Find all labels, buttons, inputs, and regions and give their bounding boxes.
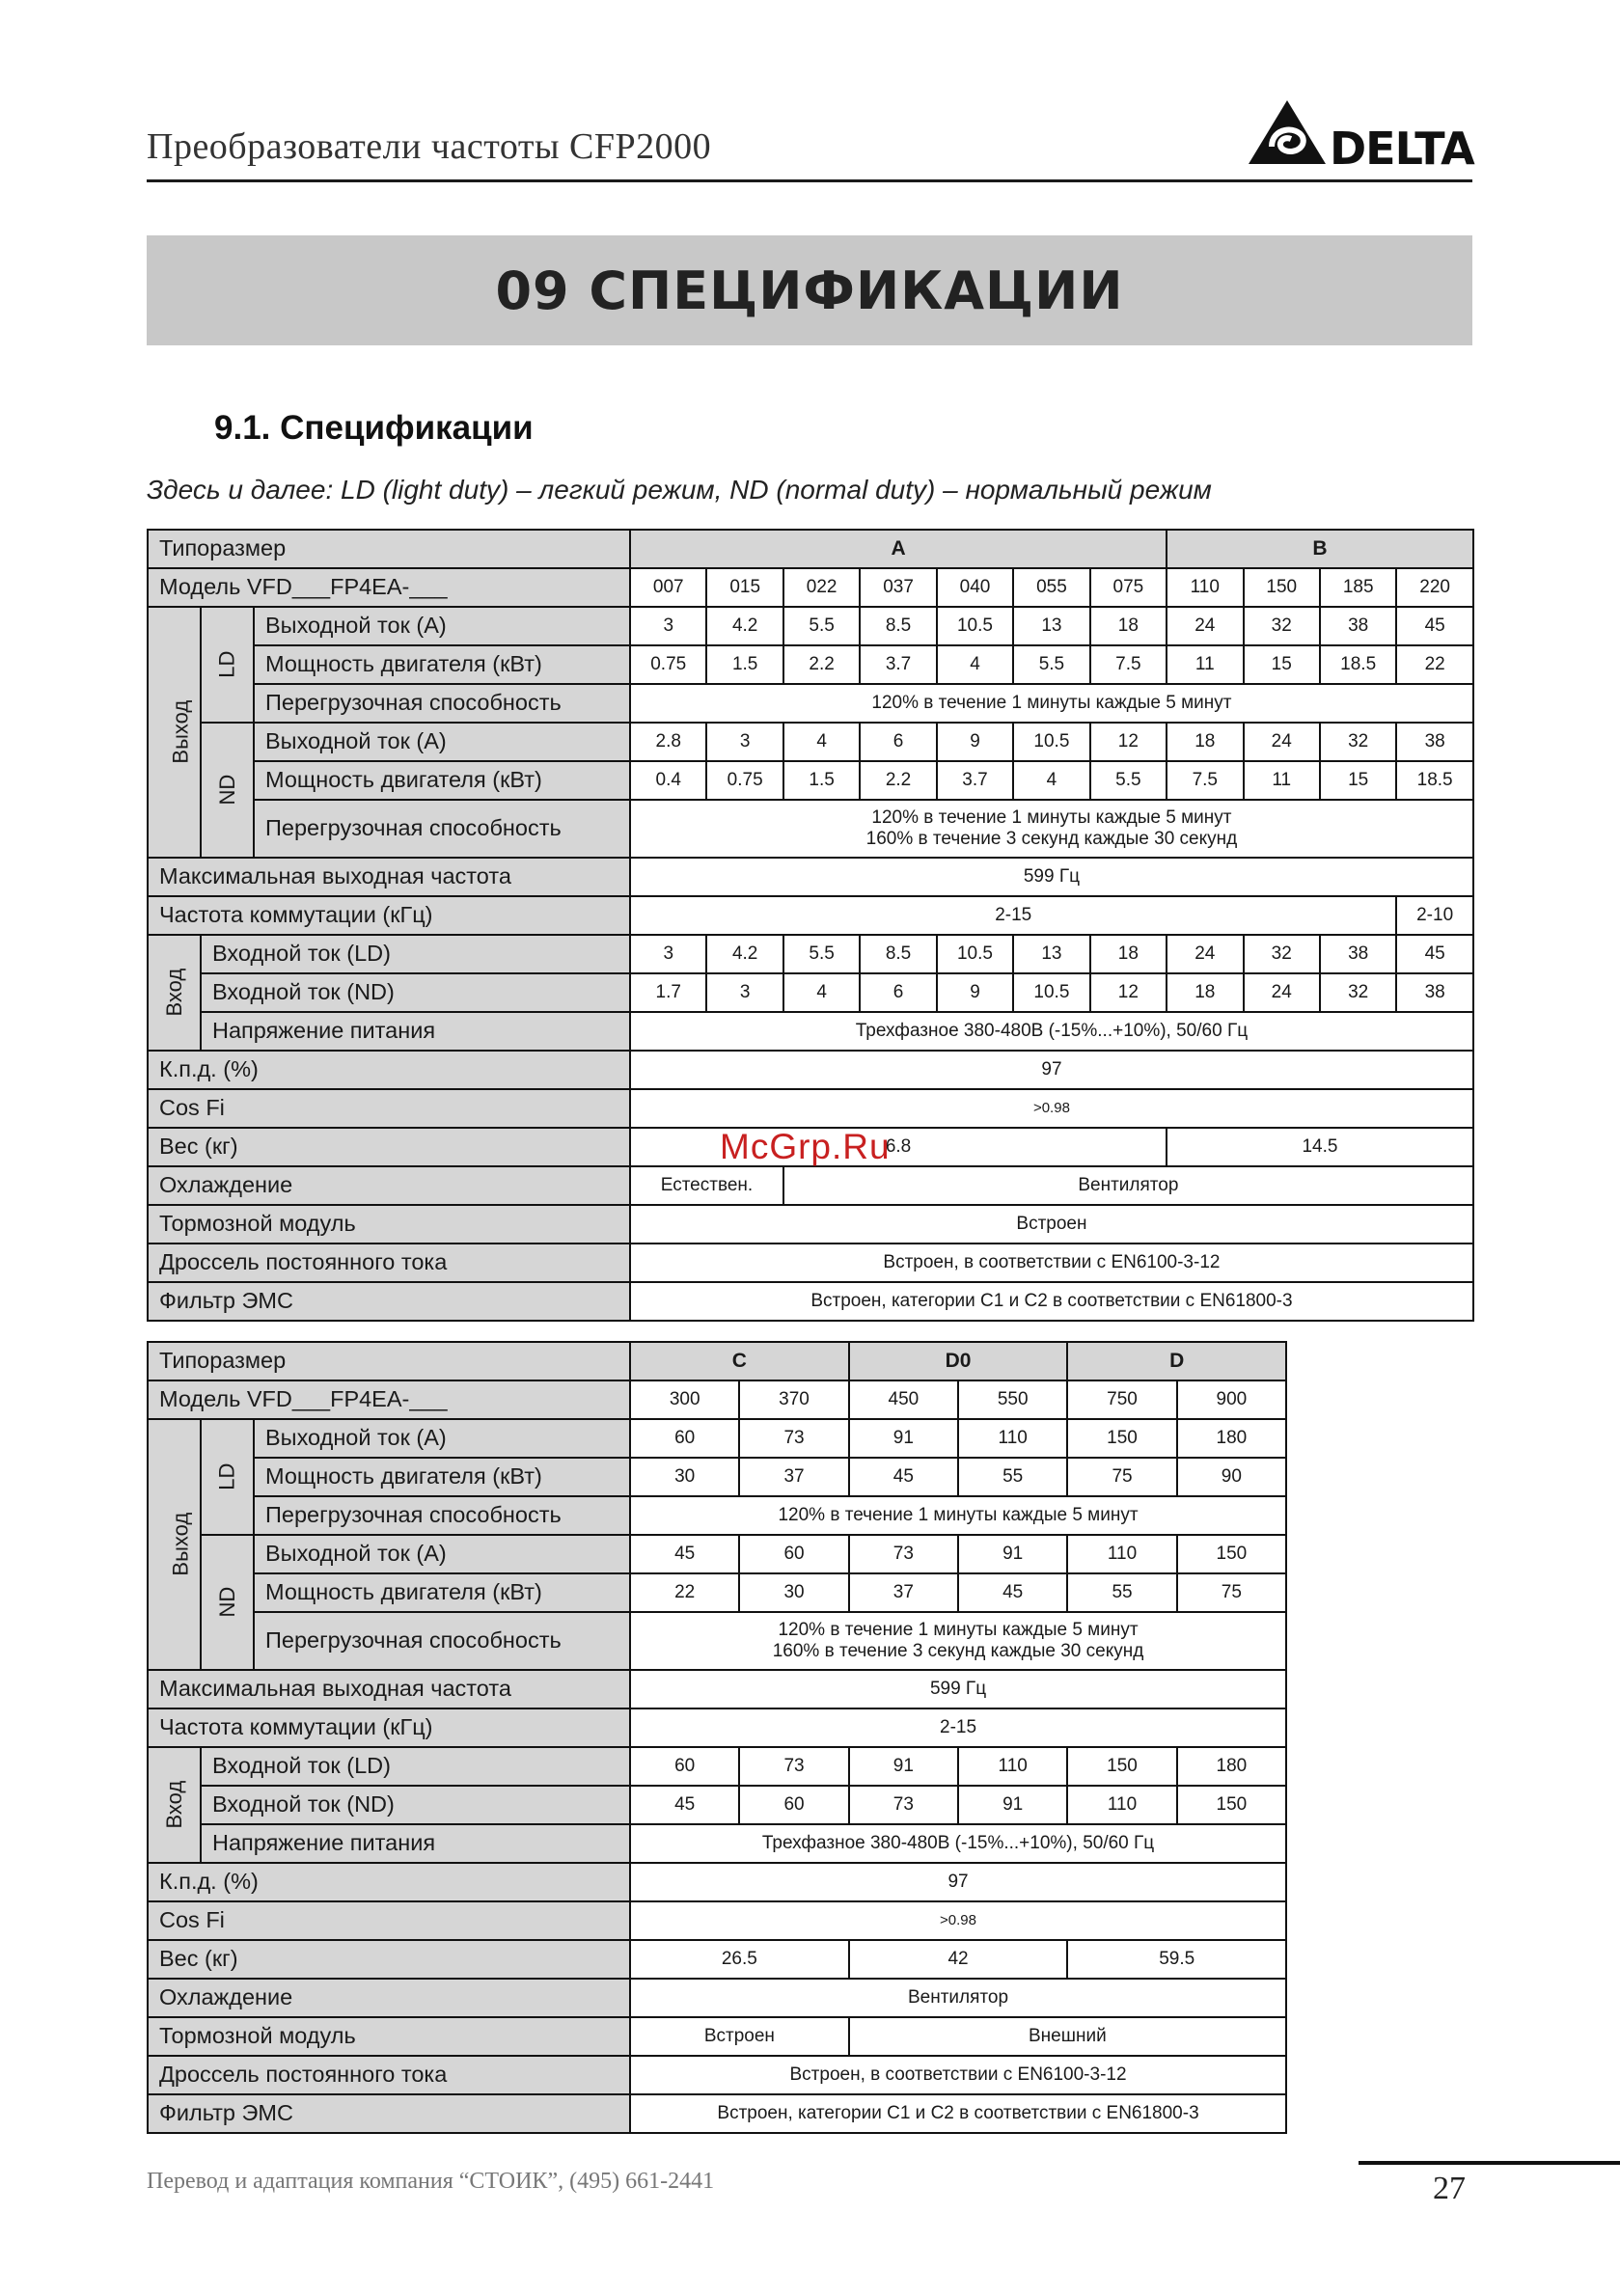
value-cell: 10.5	[1013, 723, 1089, 761]
nd-overload-value	[630, 1612, 1286, 1670]
value-cell: 9	[937, 973, 1013, 1012]
value-cell: 55	[1067, 1573, 1176, 1612]
ld-output-current-label: Выходной ток (А)	[254, 607, 630, 645]
cosfi-label: Cos Fi	[148, 1901, 630, 1940]
value-cell: 73	[849, 1786, 958, 1824]
chapter-title: 09 СПЕЦИФИКАЦИИ	[495, 260, 1124, 321]
emc-label: Фильтр ЭМС	[148, 1282, 630, 1321]
choke-label: Дроссель постоянного тока	[148, 1244, 630, 1282]
weight-value-a: 6.8	[630, 1128, 1167, 1166]
value-cell: 38	[1396, 973, 1472, 1012]
cooling-label: Охлаждение	[148, 1166, 630, 1205]
model-cell: 750	[1067, 1380, 1176, 1419]
value-cell: 73	[739, 1747, 848, 1786]
brake-label: Тормозной модуль	[148, 2017, 630, 2056]
switch-freq-value: 2-10	[1396, 896, 1472, 935]
switch-freq-value: 2-15	[630, 896, 1396, 935]
ld-motor-power-label: Мощность двигателя (кВт)	[254, 645, 630, 684]
ld-overload-row	[148, 1496, 1286, 1535]
value-cell: 10.5	[937, 935, 1013, 973]
model-cell: 015	[706, 568, 783, 607]
emc-value: Встроен, категории С1 и С2 в соответствии с EN61800-3	[630, 2094, 1286, 2133]
value-cell: 12	[1090, 723, 1167, 761]
weight-label: Вес (кг)	[148, 1940, 630, 1979]
model-cell: 450	[849, 1380, 958, 1419]
value-cell: 6	[860, 973, 936, 1012]
value-cell: 11	[1167, 645, 1243, 684]
value-cell: 4	[783, 723, 860, 761]
input-current-ld-row	[148, 1747, 1286, 1786]
model-row	[148, 568, 1473, 607]
switch-freq-row	[148, 1708, 1286, 1747]
value-cell: 18.5	[1396, 761, 1472, 800]
input-current-ld-label: Входной ток (LD)	[201, 1747, 630, 1786]
value-cell: 32	[1320, 973, 1396, 1012]
model-cell: 550	[958, 1380, 1067, 1419]
value-cell: 4	[937, 645, 1013, 684]
value-cell: 45	[630, 1535, 739, 1573]
value-cell: 91	[958, 1535, 1067, 1573]
emc-row	[148, 2094, 1286, 2133]
model-cell: 220	[1396, 568, 1472, 607]
value-cell: 90	[1177, 1458, 1286, 1496]
value-cell: 37	[739, 1458, 848, 1496]
efficiency-label: К.п.д. (%)	[148, 1863, 630, 1901]
chapter-banner	[147, 235, 1472, 345]
cosfi-row	[148, 1901, 1286, 1940]
max-freq-label: Максимальная выходная частота	[148, 1670, 630, 1708]
value-cell: 75	[1177, 1573, 1286, 1612]
emc-label: Фильтр ЭМС	[148, 2094, 630, 2133]
brake-row	[148, 1205, 1473, 1244]
footer-rule	[1359, 2161, 1620, 2165]
emc-row	[148, 1282, 1473, 1321]
cooling-value-fan: Вентилятор	[783, 1166, 1473, 1205]
value-cell: 2.2	[783, 645, 860, 684]
value-cell: 13	[1013, 607, 1089, 645]
watermark: McGrp.Ru	[720, 1127, 891, 1166]
frame-c: C	[630, 1342, 849, 1380]
ld-output-current-row	[148, 1419, 1286, 1458]
value-cell: 9	[937, 723, 1013, 761]
nd-overload-line-1: 120% в течение 1 минуты каждые 5 минут	[778, 1620, 1139, 1641]
value-cell: 75	[1067, 1458, 1176, 1496]
document-header-title: Преобразователи частоты CFP2000	[147, 126, 712, 167]
value-cell: 3	[630, 935, 706, 973]
value-cell: 60	[630, 1419, 739, 1458]
model-label: Модель VFD___FP4EA-___	[148, 1380, 630, 1419]
svg-text:DELTA: DELTA	[1330, 123, 1474, 170]
value-cell: 10.5	[1013, 973, 1089, 1012]
value-cell: 24	[1244, 973, 1320, 1012]
ld-motor-power-row	[148, 1458, 1286, 1496]
input-current-nd-row	[148, 1786, 1286, 1824]
cooling-row	[148, 1166, 1473, 1205]
value-cell: 4	[1013, 761, 1089, 800]
value-cell: 91	[849, 1747, 958, 1786]
choke-row	[148, 2056, 1286, 2094]
nd-output-current-label: Выходной ток (А)	[254, 723, 630, 761]
value-cell: 4.2	[706, 607, 783, 645]
efficiency-row	[148, 1863, 1286, 1901]
value-cell: 150	[1067, 1747, 1176, 1786]
cooling-value: Вентилятор	[630, 1979, 1286, 2017]
choke-value: Встроен, в соответствии с EN6100-3-12	[630, 1244, 1473, 1282]
efficiency-row	[148, 1051, 1473, 1089]
efficiency-value: 97	[630, 1863, 1286, 1901]
choke-label: Дроссель постоянного тока	[148, 2056, 630, 2094]
frame-label: Типоразмер	[148, 530, 630, 568]
value-cell: 11	[1244, 761, 1320, 800]
nd-overload-row	[148, 800, 1473, 858]
model-row	[148, 1380, 1286, 1419]
value-cell: 7.5	[1167, 761, 1243, 800]
value-cell: 24	[1244, 723, 1320, 761]
input-group-label: Вход	[148, 1747, 201, 1863]
supply-value: Трехфазное 380-480В (-15%...+10%), 50/60 Гц	[630, 1012, 1473, 1051]
value-cell: 150	[1177, 1535, 1286, 1573]
value-cell: 45	[1396, 607, 1472, 645]
cooling-value-natural: Естествен.	[630, 1166, 783, 1205]
weight-value-d0: 42	[849, 1940, 1068, 1979]
value-cell: 5.5	[1013, 645, 1089, 684]
ld-output-current-label: Выходной ток (А)	[254, 1419, 630, 1458]
ld-motor-power-label: Мощность двигателя (кВт)	[254, 1458, 630, 1496]
frame-d: D	[1067, 1342, 1286, 1380]
supply-value: Трехфазное 380-480В (-15%...+10%), 50/60 Гц	[630, 1824, 1286, 1863]
value-cell: 60	[739, 1535, 848, 1573]
supply-row	[148, 1012, 1473, 1051]
brake-value: Встроен	[630, 1205, 1473, 1244]
nd-overload-line-1: 120% в течение 1 минуты каждые 5 минут	[871, 807, 1232, 829]
supply-label: Напряжение питания	[201, 1824, 630, 1863]
value-cell: 110	[958, 1419, 1067, 1458]
value-cell: 7.5	[1090, 645, 1167, 684]
value-cell: 0.75	[706, 761, 783, 800]
value-cell: 8.5	[860, 607, 936, 645]
section-title: 9.1. Спецификации	[214, 409, 534, 447]
output-group-label: Выход	[148, 607, 201, 858]
cosfi-value: >0.98	[630, 1901, 1286, 1940]
spec-table-frames-c-d0-d	[147, 1341, 1287, 2134]
switch-freq-label: Частота коммутации (кГц)	[148, 896, 630, 935]
model-cell: 300	[630, 1380, 739, 1419]
value-cell: 3	[706, 973, 783, 1012]
max-freq-value: 599 Гц	[630, 858, 1473, 896]
weight-label: Вес (кг)	[148, 1128, 630, 1166]
value-cell: 3.7	[937, 761, 1013, 800]
weight-row	[148, 1940, 1286, 1979]
nd-overload-line-2: 160% в течение 3 секунд каждые 30 секунд	[865, 829, 1238, 849]
frame-label: Типоразмер	[148, 1342, 630, 1380]
value-cell: 1.7	[630, 973, 706, 1012]
nd-motor-power-row	[148, 1573, 1286, 1612]
ld-overload-label: Перегрузочная способность	[254, 684, 630, 723]
value-cell: 4	[783, 973, 860, 1012]
value-cell: 32	[1244, 607, 1320, 645]
weight-value-c: 26.5	[630, 1940, 849, 1979]
switch-freq-label: Частота коммутации (кГц)	[148, 1708, 630, 1747]
value-cell: 55	[958, 1458, 1067, 1496]
value-cell: 73	[849, 1535, 958, 1573]
output-group-label: Выход	[148, 1419, 201, 1670]
value-cell: 150	[1067, 1419, 1176, 1458]
value-cell: 30	[630, 1458, 739, 1496]
value-cell: 110	[1067, 1786, 1176, 1824]
nd-overload-value	[630, 800, 1473, 858]
ld-overload-label: Перегрузочная способность	[254, 1496, 630, 1535]
value-cell: 3	[630, 607, 706, 645]
emc-value: Встроен, категории С1 и С2 в соответствии с EN61800-3	[630, 1282, 1473, 1321]
value-cell: 6	[860, 723, 936, 761]
value-cell: 2.2	[860, 761, 936, 800]
value-cell: 38	[1320, 607, 1396, 645]
nd-overload-label: Перегрузочная способность	[254, 800, 630, 858]
value-cell: 4.2	[706, 935, 783, 973]
nd-group-label: ND	[201, 723, 254, 858]
value-cell: 8.5	[860, 935, 936, 973]
value-cell: 150	[1177, 1786, 1286, 1824]
input-current-nd-row	[148, 973, 1473, 1012]
efficiency-label: К.п.д. (%)	[148, 1051, 630, 1089]
max-freq-value: 599 Гц	[630, 1670, 1286, 1708]
value-cell: 12	[1090, 973, 1167, 1012]
value-cell: 180	[1177, 1747, 1286, 1786]
value-cell: 45	[958, 1573, 1067, 1612]
value-cell: 38	[1396, 723, 1472, 761]
weight-value-b: 14.5	[1167, 1128, 1473, 1166]
value-cell: 2.8	[630, 723, 706, 761]
value-cell: 18	[1167, 723, 1243, 761]
ld-output-current-row	[148, 607, 1473, 645]
page-number: 27	[1433, 2171, 1466, 2206]
value-cell: 5.5	[1090, 761, 1167, 800]
value-cell: 10.5	[937, 607, 1013, 645]
value-cell: 110	[958, 1747, 1067, 1786]
ld-group-label: LD	[201, 1419, 254, 1535]
cooling-row	[148, 1979, 1286, 2017]
model-label: Модель VFD___FP4EA-___	[148, 568, 630, 607]
model-cell: 900	[1177, 1380, 1286, 1419]
nd-output-current-label: Выходной ток (А)	[254, 1535, 630, 1573]
value-cell: 5.5	[783, 607, 860, 645]
spec-table-frames-a-b	[147, 529, 1474, 1322]
supply-row	[148, 1824, 1286, 1863]
ld-group-label: LD	[201, 607, 254, 723]
value-cell: 18	[1167, 973, 1243, 1012]
value-cell: 60	[739, 1786, 848, 1824]
value-cell: 73	[739, 1419, 848, 1458]
header-rule	[147, 179, 1472, 182]
model-cell: 037	[860, 568, 936, 607]
choke-row	[148, 1244, 1473, 1282]
input-current-nd-label: Входной ток (ND)	[201, 973, 630, 1012]
input-current-ld-row	[148, 935, 1473, 973]
value-cell: 110	[1067, 1535, 1176, 1573]
value-cell: 32	[1320, 723, 1396, 761]
cosfi-value: >0.98	[630, 1089, 1473, 1128]
delta-logo	[1245, 93, 1476, 170]
value-cell: 15	[1244, 645, 1320, 684]
model-cell: 110	[1167, 568, 1243, 607]
nd-output-current-row	[148, 1535, 1286, 1573]
value-cell: 45	[849, 1458, 958, 1496]
value-cell: 37	[849, 1573, 958, 1612]
value-cell: 45	[1396, 935, 1472, 973]
value-cell: 32	[1244, 935, 1320, 973]
value-cell: 18	[1090, 607, 1167, 645]
nd-overload-line-2: 160% в течение 3 секунд каждые 30 секунд	[772, 1641, 1144, 1661]
footer-credit: Перевод и адаптация компания “СТОИК”, (495) 661-2441	[147, 2169, 715, 2194]
nd-group-label: ND	[201, 1535, 254, 1670]
model-cell: 370	[739, 1380, 848, 1419]
model-cell: 055	[1013, 568, 1089, 607]
ld-overload-value: 120% в течение 1 минуты каждые 5 минут	[630, 684, 1473, 723]
model-cell: 007	[630, 568, 706, 607]
value-cell: 3.7	[860, 645, 936, 684]
value-cell: 18.5	[1320, 645, 1396, 684]
frame-d0: D0	[849, 1342, 1068, 1380]
value-cell: 1.5	[706, 645, 783, 684]
value-cell: 180	[1177, 1419, 1286, 1458]
input-current-nd-label: Входной ток (ND)	[201, 1786, 630, 1824]
nd-motor-power-row	[148, 761, 1473, 800]
value-cell: 0.4	[630, 761, 706, 800]
max-freq-row	[148, 858, 1473, 896]
value-cell: 91	[849, 1419, 958, 1458]
switch-freq-row	[148, 896, 1473, 935]
nd-motor-power-label: Мощность двигателя (кВт)	[254, 1573, 630, 1612]
nd-overload-row	[148, 1612, 1286, 1670]
value-cell: 0.75	[630, 645, 706, 684]
input-current-ld-label: Входной ток (LD)	[201, 935, 630, 973]
value-cell: 45	[630, 1786, 739, 1824]
cosfi-row	[148, 1089, 1473, 1128]
duty-note: Здесь и далее: LD (light duty) – легкий режим, ND (normal duty) – нормальный режим	[147, 475, 1212, 505]
model-cell: 185	[1320, 568, 1396, 607]
value-cell: 30	[739, 1573, 848, 1612]
ld-overload-row	[148, 684, 1473, 723]
model-cell: 075	[1090, 568, 1167, 607]
frame-b: B	[1167, 530, 1473, 568]
brake-value-builtin: Встроен	[630, 2017, 849, 2056]
value-cell: 60	[630, 1747, 739, 1786]
ld-overload-value: 120% в течение 1 минуты каждые 5 минут	[630, 1496, 1286, 1535]
value-cell: 5.5	[783, 935, 860, 973]
switch-freq-value: 2-15	[630, 1708, 1286, 1747]
nd-motor-power-label: Мощность двигателя (кВт)	[254, 761, 630, 800]
value-cell: 22	[630, 1573, 739, 1612]
value-cell: 24	[1167, 607, 1243, 645]
frame-a: A	[630, 530, 1167, 568]
brake-row	[148, 2017, 1286, 2056]
supply-label: Напряжение питания	[201, 1012, 630, 1051]
input-group-label: Вход	[148, 935, 201, 1051]
value-cell: 22	[1396, 645, 1472, 684]
max-freq-label: Максимальная выходная частота	[148, 858, 630, 896]
value-cell: 3	[706, 723, 783, 761]
choke-value: Встроен, в соответствии с EN6100-3-12	[630, 2056, 1286, 2094]
ld-motor-power-row	[148, 645, 1473, 684]
value-cell: 91	[958, 1786, 1067, 1824]
brake-value-external: Внешний	[849, 2017, 1286, 2056]
value-cell: 15	[1320, 761, 1396, 800]
weight-value-d: 59.5	[1067, 1940, 1286, 1979]
value-cell: 13	[1013, 935, 1089, 973]
value-cell: 24	[1167, 935, 1243, 973]
value-cell: 1.5	[783, 761, 860, 800]
model-cell: 040	[937, 568, 1013, 607]
max-freq-row	[148, 1670, 1286, 1708]
efficiency-value: 97	[630, 1051, 1473, 1089]
model-cell: 150	[1244, 568, 1320, 607]
value-cell: 18	[1090, 935, 1167, 973]
brake-label: Тормозной модуль	[148, 1205, 630, 1244]
nd-overload-label: Перегрузочная способность	[254, 1612, 630, 1670]
nd-output-current-row	[148, 723, 1473, 761]
cosfi-label: Cos Fi	[148, 1089, 630, 1128]
value-cell: 38	[1320, 935, 1396, 973]
model-cell: 022	[783, 568, 860, 607]
cooling-label: Охлаждение	[148, 1979, 630, 2017]
